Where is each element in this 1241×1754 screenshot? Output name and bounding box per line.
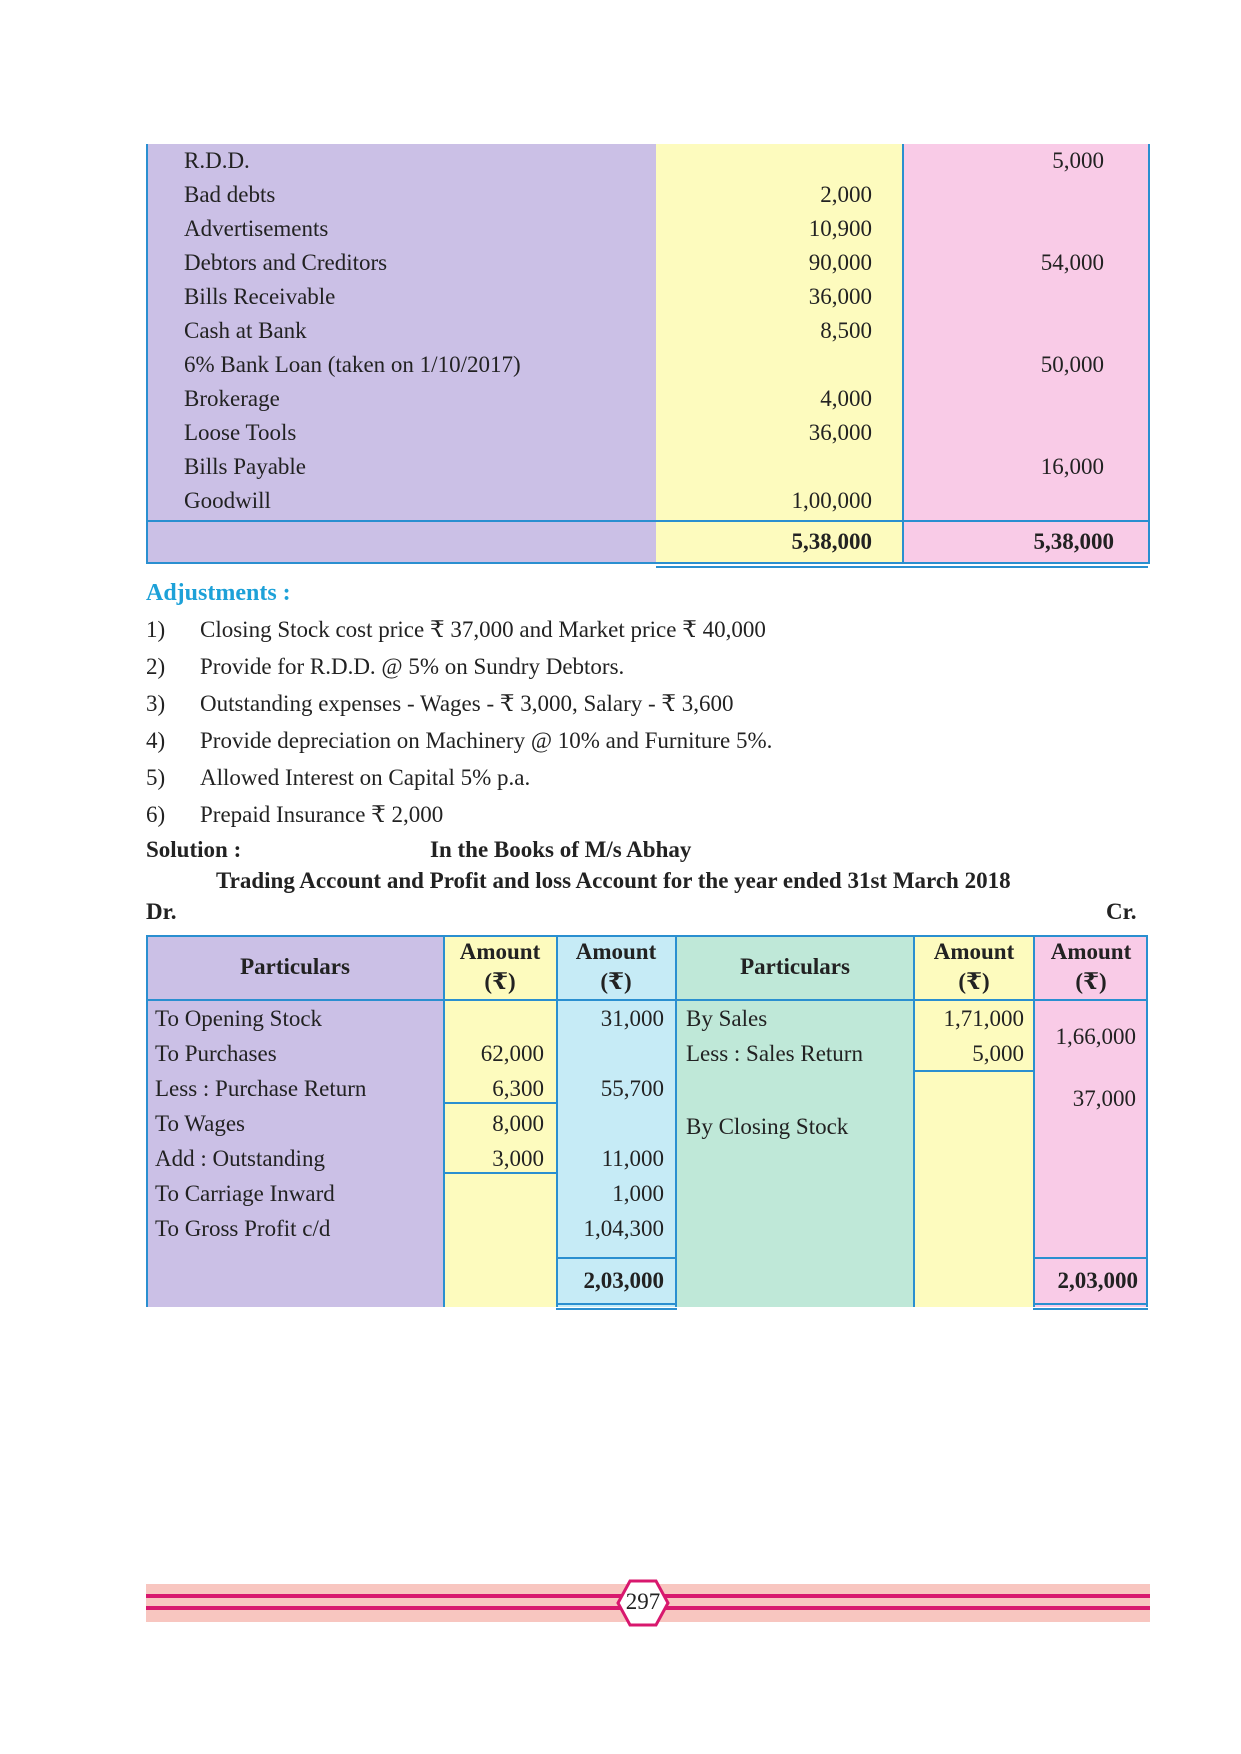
tb-bottom-rule xyxy=(146,562,1148,564)
tb-particular: 6% Bank Loan (taken on 1/10/2017) xyxy=(184,352,521,377)
tr-inner-amount: 6,300 xyxy=(492,1076,544,1101)
adjustment-number: 6) xyxy=(146,802,166,827)
rule xyxy=(556,1308,677,1310)
header-amount-left-outer xyxy=(556,935,676,999)
header-amount-left-inner xyxy=(444,935,556,999)
adjustment-text: Provide depreciation on Machinery @ 10% and Furniture 5%. xyxy=(200,728,773,753)
tb-debit: 2,000 xyxy=(820,182,872,207)
rule xyxy=(556,1303,677,1305)
tr-inner-amount: 62,000 xyxy=(480,1041,544,1066)
header-amount-text: Amount xyxy=(933,939,1015,964)
header-amount-text: Amount xyxy=(459,939,541,964)
table-row xyxy=(146,348,1148,382)
tb-particular: Bad debts xyxy=(184,182,276,207)
table-row xyxy=(146,144,1148,178)
adjustment-text: Closing Stock cost price ₹ 37,000 and Market price ₹ 40,000 xyxy=(200,617,766,642)
table-row xyxy=(146,314,1148,348)
tr-particular: To Wages xyxy=(155,1111,246,1136)
tr-right-particular: Less : Sales Return xyxy=(686,1041,863,1066)
trial-balance-table xyxy=(146,144,1148,564)
tr-right-particular: By Sales xyxy=(686,1006,768,1031)
header-particulars-right: Particulars xyxy=(740,954,850,979)
dr-label: Dr. xyxy=(146,899,177,924)
adjustments-heading: Adjustments : xyxy=(146,580,291,606)
tb-particular: Cash at Bank xyxy=(184,318,307,343)
solution-label: Solution : xyxy=(146,837,242,862)
tb-credit: 54,000 xyxy=(1040,250,1104,275)
tb-total-debit: 5,38,000 xyxy=(791,529,872,554)
adjustment-number: 5) xyxy=(146,765,166,790)
adjustment-text: Provide for R.D.D. @ 5% on Sundry Debtors. xyxy=(200,654,625,679)
table-row xyxy=(146,450,1148,484)
header-currency-text: (₹) xyxy=(484,969,516,994)
tb-total-row xyxy=(146,522,1148,562)
cr-label: Cr. xyxy=(1106,899,1137,924)
tb-credit: 16,000 xyxy=(1040,454,1104,479)
tb-credit: 5,000 xyxy=(1052,148,1104,173)
tb-particular: Brokerage xyxy=(184,386,280,411)
adjustment-number: 3) xyxy=(146,691,166,716)
tb-debit: 90,000 xyxy=(808,250,872,275)
table-row xyxy=(146,212,1148,246)
header-currency-text: (₹) xyxy=(958,969,990,994)
tb-particular: Debtors and Creditors xyxy=(184,250,388,275)
tb-particular: Goodwill xyxy=(184,488,271,513)
table-row xyxy=(146,246,1148,280)
header-amount-text: Amount xyxy=(1050,939,1132,964)
trading-account-table xyxy=(146,935,1148,1307)
tr-right-inner-amount: 5,000 xyxy=(972,1041,1024,1066)
adjustment-text: Outstanding expenses - Wages - ₹ 3,000, Salary - ₹ 3,600 xyxy=(200,691,734,716)
table-row xyxy=(146,382,1148,416)
page-number: 297 xyxy=(625,1589,661,1614)
tr-left-total: 2,03,000 xyxy=(583,1268,664,1293)
tb-total-credit: 5,38,000 xyxy=(1033,529,1114,554)
adjustment-number: 4) xyxy=(146,728,166,753)
adjustment-number: 2) xyxy=(146,654,166,679)
tb-particular: Loose Tools xyxy=(184,420,297,445)
tr-right-outer-amount: 37,000 xyxy=(1072,1086,1136,1111)
adjustment-number: 1) xyxy=(146,617,166,642)
tr-outer-amount: 1,000 xyxy=(612,1181,664,1206)
adjustment-text: Prepaid Insurance ₹ 2,000 xyxy=(200,802,444,827)
tb-particular: Bills Receivable xyxy=(184,284,336,309)
tr-particular: To Gross Profit c/d xyxy=(155,1216,331,1241)
rule xyxy=(1033,1308,1148,1310)
rule xyxy=(1033,1303,1148,1305)
tb-debit: 36,000 xyxy=(808,284,872,309)
tb-credit: 50,000 xyxy=(1040,352,1104,377)
table-row xyxy=(146,178,1148,212)
tb-particular: Advertisements xyxy=(184,216,329,241)
tr-outer-amount: 55,700 xyxy=(600,1076,664,1101)
tr-particular: To Opening Stock xyxy=(155,1006,323,1031)
header-amount-right-outer xyxy=(1034,935,1148,999)
tb-double-rule xyxy=(656,566,1148,568)
tr-right-particular: By Closing Stock xyxy=(686,1114,849,1139)
header-amount-right-inner xyxy=(914,935,1034,999)
tb-debit: 36,000 xyxy=(808,420,872,445)
books-title: In the Books of M/s Abhay xyxy=(430,837,692,862)
tb-debit: 4,000 xyxy=(820,386,872,411)
tr-particular: Add : Outstanding xyxy=(155,1146,325,1171)
tr-inner-amount: 3,000 xyxy=(492,1146,544,1171)
rule xyxy=(1033,1257,1148,1259)
tr-particular: Less : Purchase Return xyxy=(155,1076,367,1101)
rule xyxy=(556,1257,677,1259)
table-row xyxy=(146,484,1148,518)
tb-debit: 1,00,000 xyxy=(791,488,872,513)
tb-particular: R.D.D. xyxy=(184,148,250,173)
tr-right-total: 2,03,000 xyxy=(1057,1268,1138,1293)
tr-outer-amount: 11,000 xyxy=(601,1146,664,1171)
tr-right-inner-amount: 1,71,000 xyxy=(943,1006,1024,1031)
table-row xyxy=(146,416,1148,450)
tr-particular: To Purchases xyxy=(155,1041,277,1066)
tr-inner-amount: 8,000 xyxy=(492,1111,544,1136)
header-amount-text: Amount xyxy=(575,939,657,964)
account-title: Trading Account and Profit and loss Account for the year ended 31st March 2018 xyxy=(216,868,1011,893)
table-row xyxy=(146,280,1148,314)
header-particulars-left: Particulars xyxy=(240,954,350,979)
tr-right-outer-amount: 1,66,000 xyxy=(1055,1024,1136,1049)
tb-particular: Bills Payable xyxy=(184,454,307,479)
tr-outer-amount: 31,000 xyxy=(600,1006,664,1031)
tr-particular: To Carriage Inward xyxy=(155,1181,335,1206)
header-currency-text: (₹) xyxy=(600,969,632,994)
tb-debit: 8,500 xyxy=(820,318,872,343)
tb-debit: 10,900 xyxy=(808,216,872,241)
adjustment-text: Allowed Interest on Capital 5% p.a. xyxy=(200,765,531,790)
tr-outer-amount: 1,04,300 xyxy=(583,1216,664,1241)
header-currency-text: (₹) xyxy=(1075,969,1107,994)
